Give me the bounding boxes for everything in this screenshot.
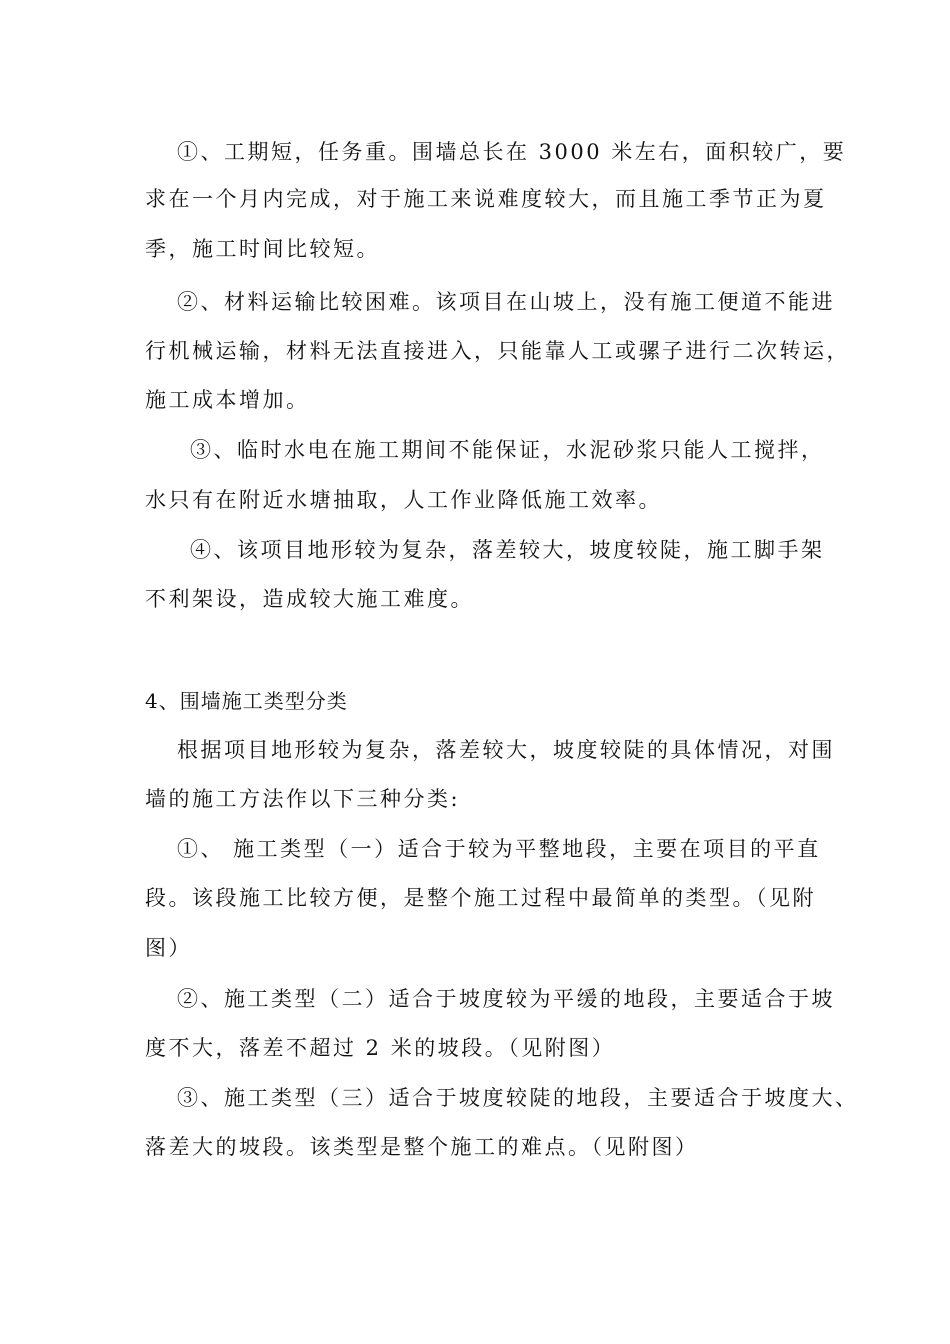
text-line: 施工成本增加。 bbox=[145, 388, 310, 412]
text-line: 季，施工时间比较短。 bbox=[145, 237, 380, 261]
text-line: 求在一个月内完成，对于施工来说难度较大，而且施工季节正为夏 bbox=[145, 187, 827, 211]
text-line: ②、材料运输比较困难。该项目在山坡上，没有施工便道不能进 bbox=[177, 290, 835, 314]
text-line: ①、 施工类型（一）适合于较为平整地段，主要在项目的平直 bbox=[177, 837, 821, 861]
text-line: 度不大，落差不超过 2 米的坡段。（见附图） bbox=[145, 1036, 616, 1060]
text-line: ④、该项目地形较为复杂，落差较大，坡度较陡，施工脚手架 bbox=[190, 538, 825, 562]
text-line: 墙的施工方法作以下三种分类: bbox=[145, 787, 461, 811]
text-line: 不利架设，造成较大施工难度。 bbox=[145, 587, 474, 611]
text-line: ②、施工类型（二）适合于坡度较为平缓的地段，主要适合于坡 bbox=[177, 987, 835, 1011]
text-line: 根据项目地形较为复杂，落差较大，坡度较陡的具体情况，对围 bbox=[177, 738, 835, 762]
text-line: ③、临时水电在施工期间不能保证，水泥砂浆只能人工搅拌， bbox=[190, 438, 825, 462]
text-line: 图） bbox=[145, 936, 192, 960]
text-line: ③、施工类型（三）适合于坡度较陡的地段，主要适合于坡度大、 bbox=[177, 1086, 859, 1110]
text-line: 水只有在附近水塘抽取，人工作业降低施工效率。 bbox=[145, 488, 662, 512]
section-heading: 4、围墙施工类型分类 bbox=[145, 689, 348, 713]
text-line: ①、工期短，任务重。围墙总长在 3000 米左右，面积较广，要 bbox=[177, 140, 847, 164]
text-line: 行机械运输，材料无法直接进入，只能靠人工或骡子进行二次转运， bbox=[145, 339, 850, 363]
text-line: 段。该段施工比较方便，是整个施工过程中最简单的类型。（见附 bbox=[145, 886, 816, 910]
text-line: 落差大的坡段。该类型是整个施工的难点。（见附图） bbox=[145, 1135, 699, 1159]
